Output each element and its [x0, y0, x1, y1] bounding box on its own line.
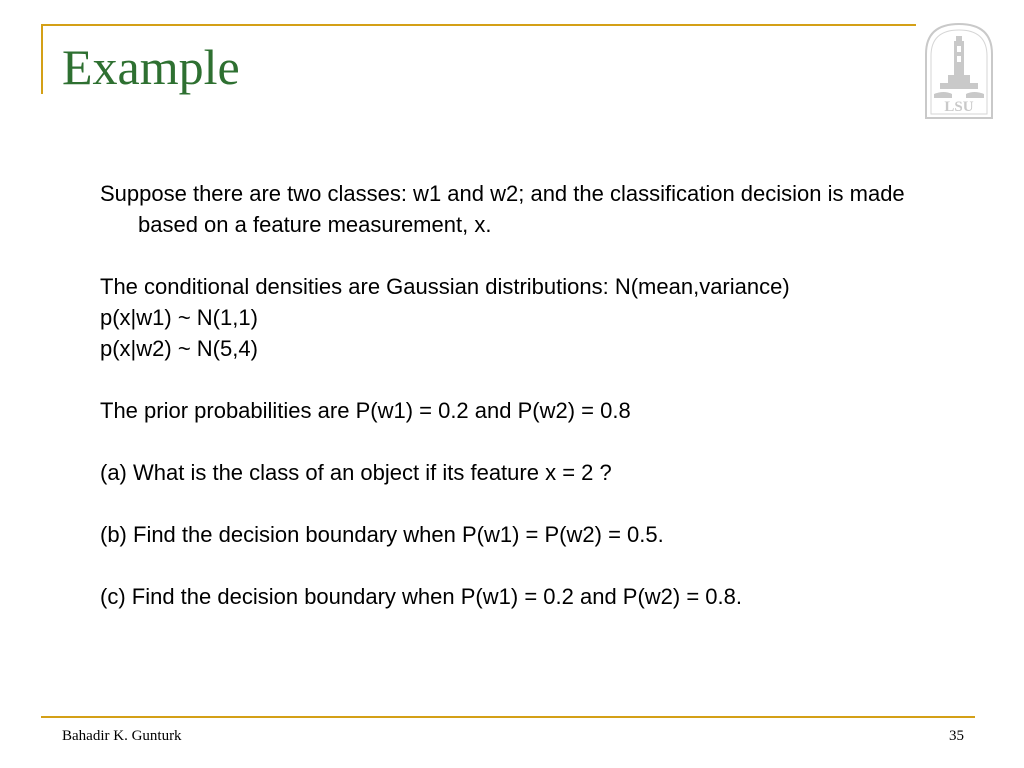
title-rule-top — [41, 24, 916, 26]
prior-probabilities: The prior probabilities are P(w1) = 0.2 and P(w2) = 0.8 — [100, 398, 631, 423]
density-class-2: p(x|w2) ~ N(5,4) — [100, 336, 258, 361]
question-c: (c) Find the decision boundary when P(w1) = 0.2 and P(w2) = 0.8. — [100, 584, 743, 609]
question-b: (b) Find the decision boundary when P(w1) = P(w2) = 0.5. — [100, 522, 664, 547]
density-class-1: p(x|w1) ~ N(1,1) — [100, 305, 258, 330]
title-rule-left — [41, 24, 43, 94]
slide-body — [100, 178, 960, 612]
densities-heading: The conditional densities are Gaussian distributions: N(mean,variance) — [100, 274, 790, 299]
spacer — [100, 426, 960, 457]
slide-title: Example — [62, 39, 240, 95]
footer-author: Bahadir K. Gunturk — [62, 728, 182, 744]
logo-text: LSU — [944, 99, 974, 115]
lsu-tower-logo-icon — [922, 20, 996, 120]
intro-paragraph: Suppose there are two classes: w1 and w2; and the classification decision is made based on a feature measurement, x. — [100, 181, 905, 237]
spacer — [100, 488, 960, 519]
spacer — [100, 240, 960, 271]
question-a: (a) What is the class of an object if its feature x = 2 ? — [100, 460, 612, 485]
footer-rule — [41, 716, 975, 718]
spacer — [100, 550, 960, 581]
spacer — [100, 364, 960, 395]
page-number: 35 — [949, 728, 964, 744]
